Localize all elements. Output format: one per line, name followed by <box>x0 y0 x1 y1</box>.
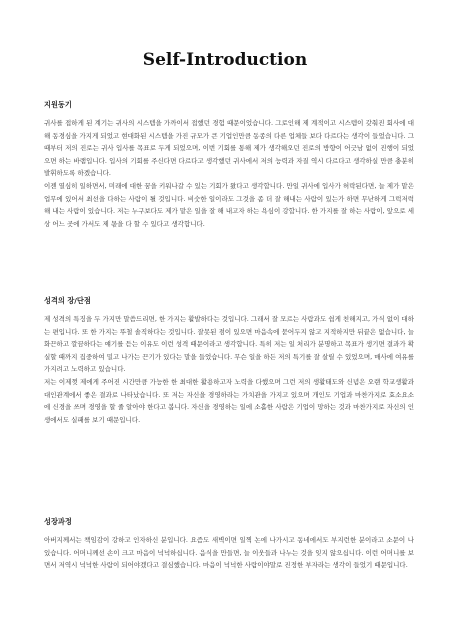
section-personality <box>44 296 414 426</box>
section-paragraph: 저는 이제껏 제에게 주어진 시간만큼 가능한 한 최대한 활용하고자 노력을 다했으며 그런 저의 생활태도와 신념은 오랜 학교생활과 대인관계에서 좋은 결과로 나타났습니다. 또 저는 자신을 경영하라는 가치관을 가지고 있으며 개인도 기업과 마찬가지로 효소요소에 신경을 쓰며 경영을 할 줄 알아야 한다고 봅니다. 자신을 경영하는 일에 소홀한 사람은 기업이 망하는 것과 마찬가지로 자신의 인생에서도 실패를 보기 때문입니다. <box>44 377 414 424</box>
section-paragraph: 제 성격의 특징을 두 가지만 말씀드리면, 한 가지는 활발하다는 것입니다. 그래서 잘 모르는 사람과도 쉽게 친해지고, 가식 없이 대하는 편입니다. 또 한 가지는 뚜철 솔직하다는 것입니다. 잘못된 점이 있으면 마음속에 묻어두지 않고 지적하지만 뒤끝은 없습니다, 늘 화끈하고 깔끔하다는 얘기를 듣는 이유도 이런 성격 때문이라고 생각합니다. 특히 저는 일 처리가 분명하고 목표가 생기면 결과가 확실할 때까지 집중하여 밀고 나가는 끈기가 있다는 말을 들었습니다. 무슨 일을 하든 저의 특기를 잘 살릴 수 있었으며, 매사에 여유를 가지려고 노력하고 있습니다. <box>44 315 414 374</box>
section-upbringing <box>44 517 414 572</box>
section-heading: 지원동기 <box>44 100 72 109</box>
section-motivation <box>44 100 414 230</box>
section-heading: 성장과정 <box>44 517 72 526</box>
section-paragraph: 아버지께서는 책임감이 강하고 인자하신 분입니다. 요즘도 새벽이면 일찍 논에 나가시고 동네에서도 부지런한 분이라고 소문이 나 있습니다. 어머니께선 손이 크고 마음이 넉넉하십니다. 음식을 만들면, 늘 이웃들과 나누는 것을 잊지 않으십니다. 이런 어머니를 보면서 저역시 넉넉한 사람이 되어야겠다고 결심했습니다. 마음이 넉넉한 사람이야말로 진정한 부자라는 생각이 들었기 때문입니다. <box>44 536 414 570</box>
section-paragraph: 귀사를 접하게 된 계기는 귀사의 시스템을 가까이서 접했던 경험 때문이었습니다. 그로인해 제 계적이고 시스템이 갖춰진 회사에 대해 동경심을 가지게 되었고 현대화된 시스템을 가진 규모가 큰 기업인만큼 동종의 다른 업체들 보다 다르다는 생각이 들었습니다. 그때부터 저의 진로는 귀사 입사를 목표로 두게 되었으며, 이번 기회를 통해 제가 생각해오던 진로의 방향이 어긋남 없이 진행이 되었으면 하는 바램입니다. 입사의 기회를 주신다면 다르다고 생각했던 귀사에서 저의 능력과 자질 역시 다르다고 생각하실 만큼 충분히 발휘하도록 하겠습니다. <box>44 119 414 178</box>
document-title: Self-Introduction <box>142 50 308 70</box>
section-paragraph: 이젠 열심히 일하면서, 미래에 대한 꿈을 키워나갈 수 있는 기회가 왔다고 생각합니다. 만일 귀사에 입사가 허락된다면, 늘 제가 맡은 업무에 있어서 최선을 다하는 사람이 될 것입니다. 비숫한 일이라도 그것을 좀 더 잘 해내는 사람이 있는가 하면 무난하게 그럭저럭 해 내는 사람이 있습니다. 저는 누구보다도 제가 맡은 일을 잘 해 내고자 하는 욕심이 강합니다. 한 가지를 잘 하는 사람이, 앞으로 세상 어느 곳에 가서도 제 몫을 다 할 수 있다고 생각합니다. <box>44 181 414 228</box>
section-heading: 성격의 장/단점 <box>44 296 91 305</box>
